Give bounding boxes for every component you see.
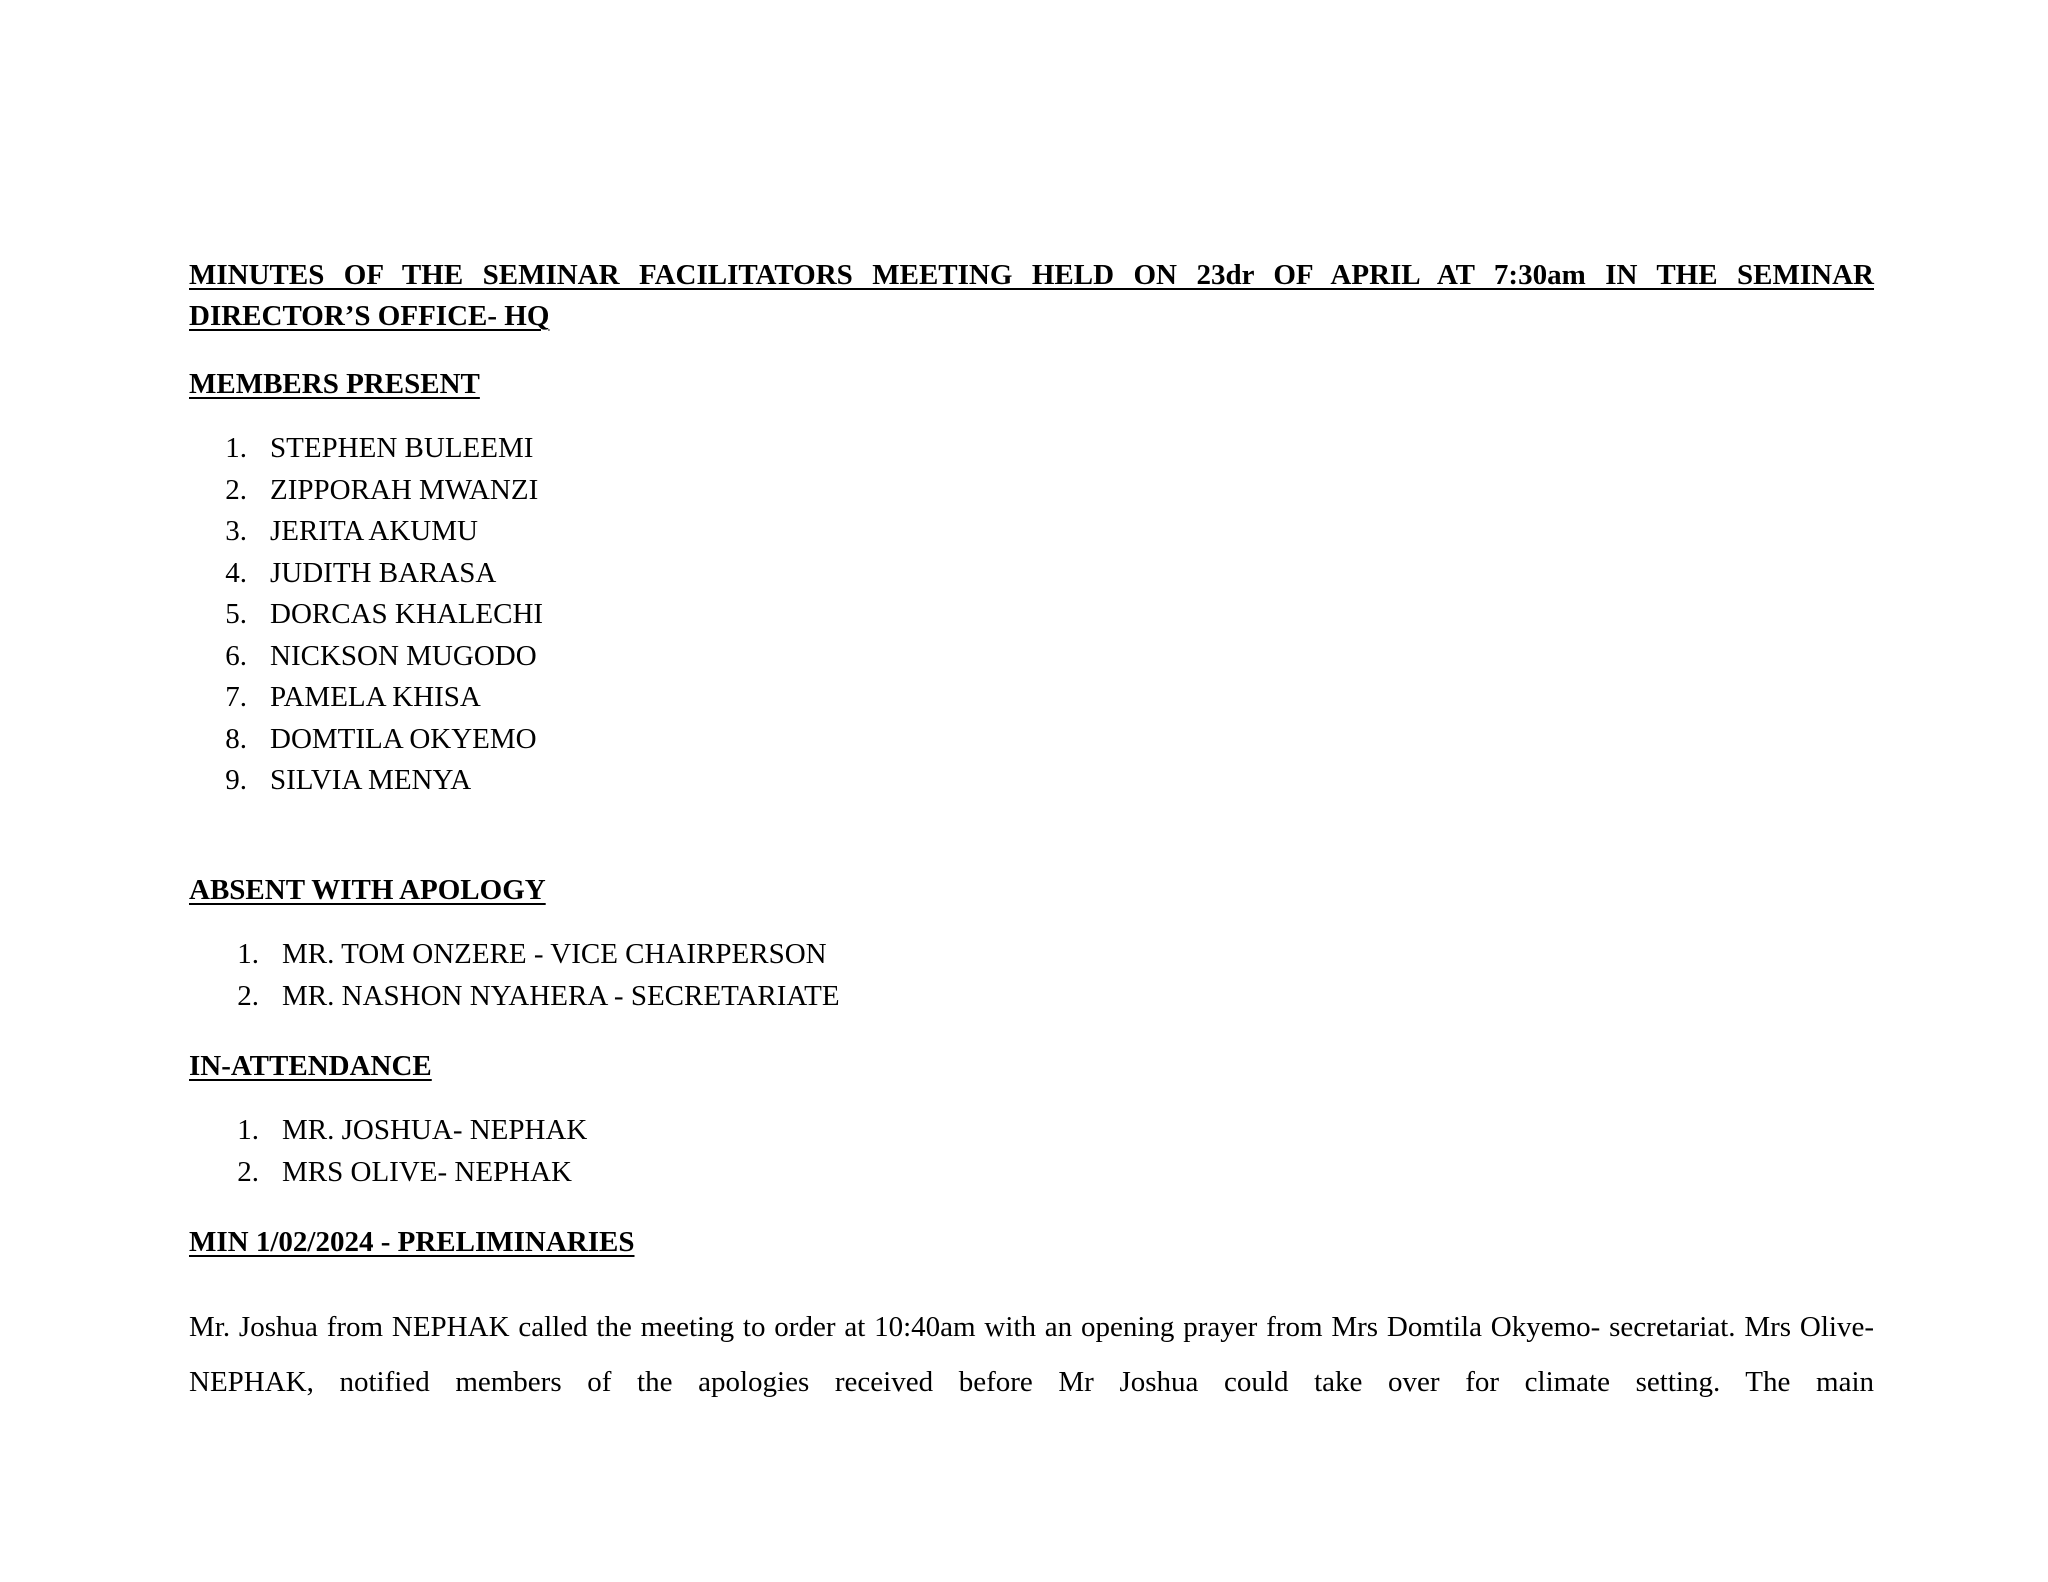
paragraph-line-1: Mr. Joshua from NEPHAK called the meeting to order at 10:40am with an opening prayer from Mrs Domtila Okyemo- secretariat.: [189, 1311, 1736, 1343]
absent-with-apology-heading: ABSENT WITH APOLOGY: [189, 874, 546, 906]
list-item: [189, 760, 543, 802]
list-number: 3.: [225, 515, 247, 547]
member-name: DORCAS KHALECHI: [270, 598, 544, 630]
list-item: [189, 719, 543, 761]
in-attendance-list: [189, 1110, 587, 1193]
list-item: [189, 553, 543, 595]
list-item: [189, 1110, 587, 1152]
list-item: [189, 934, 840, 976]
list-item: [189, 1152, 587, 1194]
attendee-name: MRS OLIVE- NEPHAK: [282, 1155, 572, 1188]
list-number: 1.: [237, 1114, 259, 1146]
preliminaries-heading: MIN 1/02/2024 - PRELIMINARIES: [189, 1226, 635, 1258]
list-number: 4.: [225, 556, 247, 589]
members-present-heading: MEMBERS PRESENT: [189, 368, 480, 400]
preliminaries-paragraph: [189, 1300, 1874, 1410]
paragraph-line-2: Mrs Olive- NEPHAK, notified members of the apologies received before Mr Joshua could take over for climate setting. The main: [189, 1311, 1875, 1398]
attendee-name: MR. JOSHUA- NEPHAK: [282, 1114, 588, 1146]
member-name: STEPHEN BULEEMI: [270, 432, 534, 464]
list-item: [189, 428, 543, 470]
list-item: [189, 594, 543, 636]
member-name: DOMTILA OKYEMO: [270, 722, 537, 755]
list-number: 6.: [225, 639, 247, 672]
in-attendance-heading: IN-ATTENDANCE: [189, 1050, 432, 1082]
list-item: [189, 677, 543, 719]
member-name: ZIPPORAH MWANZI: [270, 473, 539, 506]
list-number: 1.: [237, 938, 259, 970]
absent-name: MR. TOM ONZERE - VICE CHAIRPERSON: [282, 938, 827, 970]
absent-with-apology-list: [189, 934, 840, 1017]
list-number: 2.: [225, 473, 247, 506]
list-number: 8.: [225, 722, 247, 755]
list-number: 1.: [225, 432, 247, 464]
list-number: 2.: [237, 1155, 259, 1188]
members-present-list: [189, 428, 543, 802]
list-item: [189, 976, 840, 1018]
member-name: SILVIA MENYA: [270, 764, 472, 796]
list-number: 7.: [225, 681, 247, 713]
list-item: [189, 636, 543, 678]
member-name: JERITA AKUMU: [270, 515, 478, 547]
list-number: 5.: [225, 598, 247, 630]
list-item: [189, 511, 543, 553]
list-number: 9.: [225, 764, 247, 796]
member-name: NICKSON MUGODO: [270, 639, 537, 672]
member-name: PAMELA KHISA: [270, 681, 481, 713]
absent-name: MR. NASHON NYAHERA - SECRETARIATE: [282, 979, 840, 1012]
list-number: 2.: [237, 979, 259, 1012]
member-name: JUDITH BARASA: [270, 556, 497, 589]
document-title: MINUTES OF THE SEMINAR FACILITATORS MEETING HELD ON 23dr OF APRIL AT 7:30am IN THE SEMINAR DIRECTOR’S OFFICE- HQ: [189, 259, 1874, 332]
list-item: [189, 470, 543, 512]
